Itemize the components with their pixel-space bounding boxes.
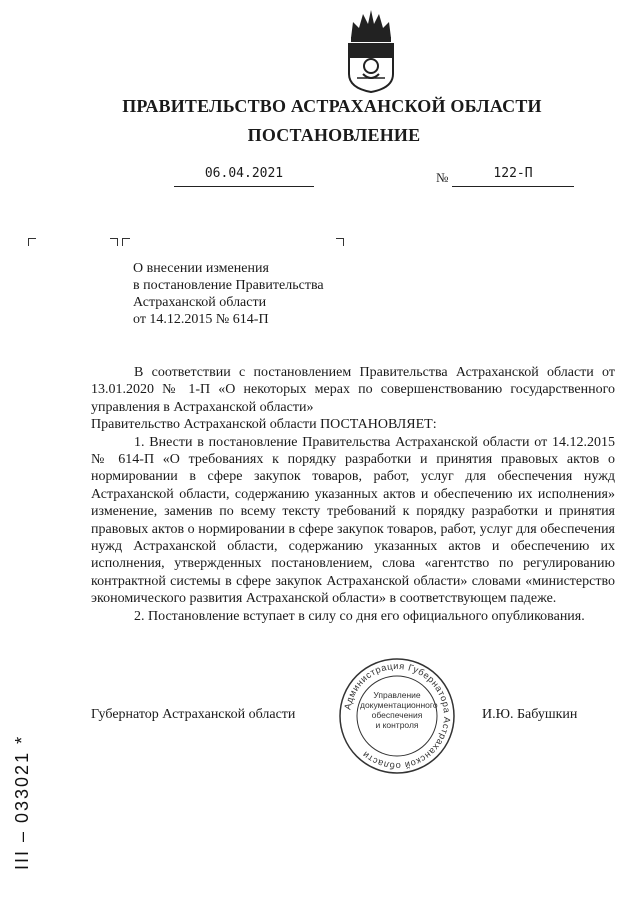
document-date: 06.04.2021 [174, 166, 314, 187]
stamp-line: и контроля [375, 720, 419, 730]
document-body [91, 364, 615, 625]
side-registration-code: III – 033021 * [12, 734, 32, 870]
item-1-paragraph: 1. Внести в постановление Правительства Астраханской области от 14.12.2015 № 614-П «О требованиях к порядку разработки и принятия правовых актов о нормировании в сфере закупок товаров, работ, услуг для обеспечения нужд Астраханской области, содержанию указанных актов и обеспечению их исполнения» изменение, заменив по всему тексту требований к порядку разработки и принятия правовых актов о нормировании в сфере закупок товаров, работ, услуг для обеспечения нужд Астраханской области, содержанию указанных актов и обеспечению их исполнения, утвержденных постановлением, слова «агентство по регулированию контрактной системы в сфере закупок Астраханской области» словами «министерство экономического развития Астраханской области» в соответствующем падеже. [91, 434, 615, 607]
corner-mark [122, 238, 130, 246]
stamp-line: документационного [360, 700, 438, 710]
corner-mark [28, 238, 36, 246]
resolves-paragraph: Правительство Астраханской области ПОСТАНОВЛЯЕТ: [91, 417, 437, 433]
stamp-ring-text: Администрация Губернатора Астраханской области [342, 660, 453, 772]
document-type-title: ПОСТАНОВЛЕНИЕ [247, 125, 421, 145]
number-label: № [436, 170, 449, 185]
item-2-paragraph: 2. Постановление вступает в силу со дня его официального опубликования. [134, 608, 585, 624]
stamp-line: обеспечения [371, 710, 423, 720]
coat-of-arms-emblem [343, 8, 399, 94]
corner-mark [336, 238, 344, 246]
document-number: 122-П [452, 166, 574, 187]
signatory-position: Губернатор Астраханской области [91, 707, 296, 722]
subject-line: О внесении изменения [133, 261, 269, 276]
subject-line: в постановление Правительства [133, 278, 324, 293]
signatory-name: И.Ю. Бабушкин [482, 707, 578, 722]
stamp-inner-text [360, 690, 438, 730]
subject-line: Астраханской области [133, 295, 267, 310]
subject-line: от 14.12.2015 № 614-П [133, 312, 269, 327]
government-title: ПРАВИТЕЛЬСТВО АСТРАХАНСКОЙ ОБЛАСТИ [122, 96, 542, 116]
stamp-line: Управление [373, 690, 421, 700]
document-subject [133, 260, 324, 328]
corner-mark [110, 238, 118, 246]
preamble-paragraph: В соответствии с постановлением Правительства Астраханской области от 13.01.2020 № 1-П «О некоторых мерах по совершенствованию государственного управления в Астраханской области» [91, 365, 615, 415]
